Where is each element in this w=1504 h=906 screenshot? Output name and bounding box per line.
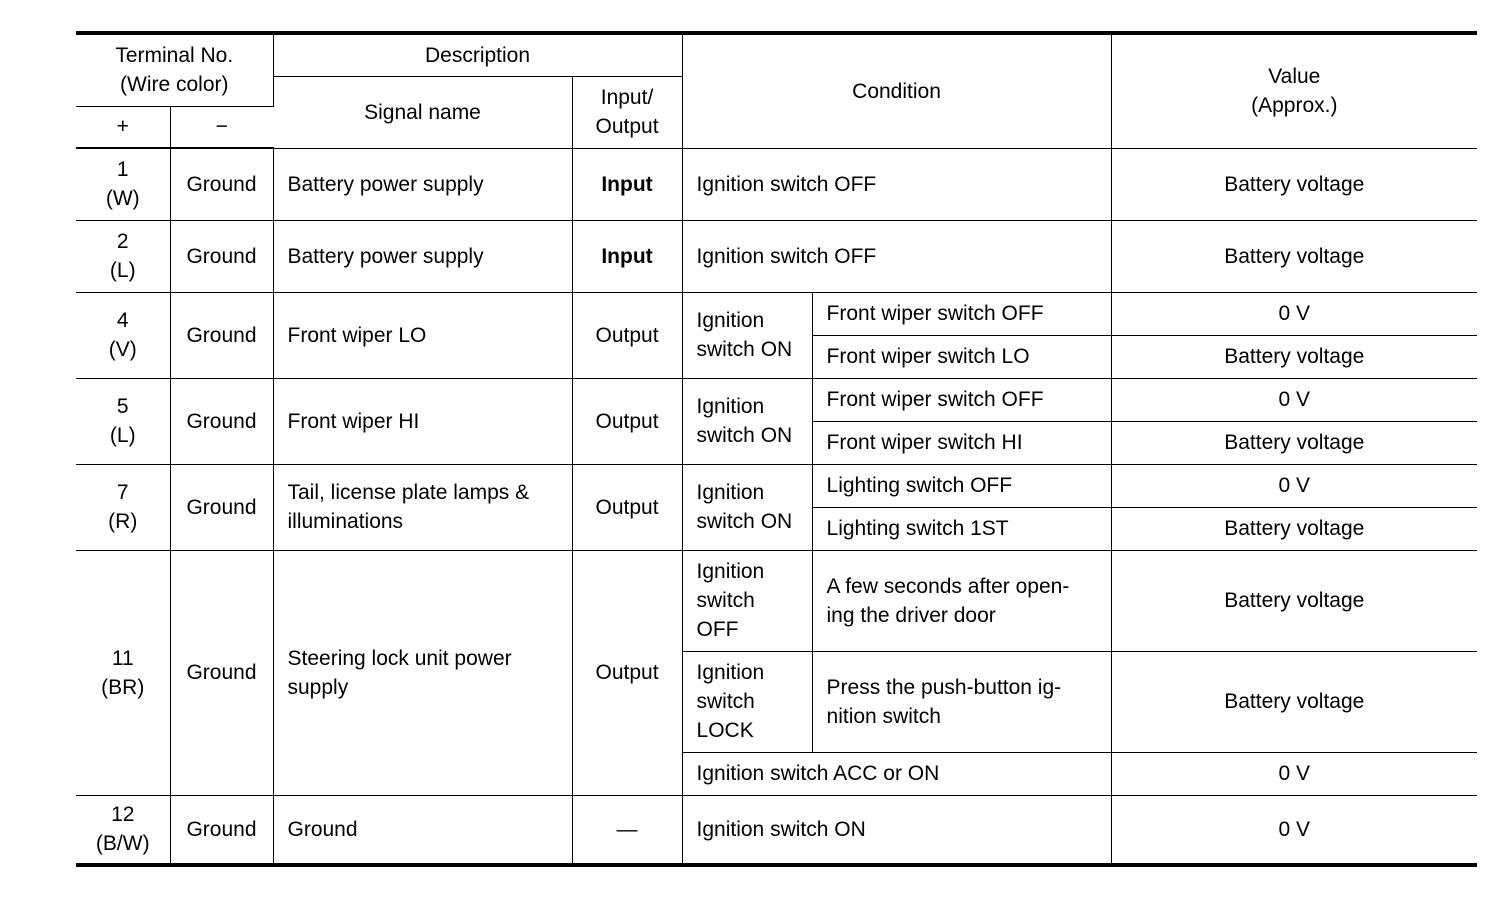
header-wire-color-label: (Wire color) (120, 73, 229, 97)
value-cell: 0 V (1111, 378, 1477, 421)
value-cell: 0 V (1111, 292, 1477, 335)
wire-color: (L) (109, 424, 136, 447)
ground-cell: Ground (170, 464, 273, 550)
value-cell: Battery voltage (1111, 220, 1477, 292)
ground-cell: Ground (170, 292, 273, 378)
value-cell: 0 V (1111, 752, 1477, 795)
wire-color: (B/W) (95, 832, 150, 856)
wire-color: (V) (108, 338, 137, 361)
ground-cell: Ground (170, 378, 273, 464)
signal-name-cell: Battery power supply (273, 148, 572, 220)
io-cell: Input (572, 220, 682, 292)
ground-cell: Ground (170, 795, 273, 865)
wire-color: (BR) (101, 675, 145, 699)
condition-cell: Ignition switch ACC or ON (682, 752, 1111, 795)
terminal-number: 4 (116, 309, 129, 332)
terminal-number: 5 (116, 395, 129, 418)
terminal-cell (76, 292, 170, 378)
value-cell: 0 V (1111, 795, 1477, 865)
condition-sub-cell: Lighting switch 1ST (812, 507, 1111, 550)
condition-sub-cell: Front wiper switch OFF (812, 378, 1111, 421)
header-signal-name: Signal name (273, 76, 572, 148)
value-cell: Battery voltage (1111, 148, 1477, 220)
header-value (1111, 33, 1477, 148)
table-row (76, 292, 1477, 335)
condition-main-cell: Ignition switch LOCK (682, 651, 812, 752)
header-io-line2: Output (595, 115, 659, 138)
ground-cell: Ground (170, 148, 273, 220)
wire-color: (R) (108, 510, 138, 533)
wire-color: (W) (105, 187, 140, 211)
ground-cell: Ground (170, 220, 273, 292)
wire-color: (L) (109, 259, 136, 282)
header-terminal-label: Terminal No. (115, 44, 234, 68)
terminal-cell (76, 795, 170, 865)
condition-sub-cell: Front wiper switch OFF (812, 292, 1111, 335)
header-io-line1: Input/ (600, 86, 654, 109)
signal-name-cell: Ground (273, 795, 572, 865)
signal-name-cell: Front wiper HI (273, 378, 572, 464)
condition-sub-cell: Front wiper switch HI (812, 421, 1111, 464)
value-cell: Battery voltage (1111, 335, 1477, 378)
value-cell: Battery voltage (1111, 507, 1477, 550)
condition-cell: Ignition switch OFF (682, 148, 1111, 220)
terminal-cell (76, 464, 170, 550)
condition-main-cell: Ignition switch OFF (682, 550, 812, 651)
header-minus: − (170, 106, 273, 148)
io-cell: Output (572, 550, 682, 795)
value-cell: Battery voltage (1111, 421, 1477, 464)
header-condition: Condition (682, 33, 1111, 148)
header-input-output (572, 76, 682, 148)
table-row (76, 378, 1477, 421)
condition-sub-cell: A few seconds after open-ing the driver door (812, 550, 1111, 651)
terminal-cell (76, 550, 170, 795)
terminal-number: 7 (116, 481, 129, 504)
ground-cell: Ground (170, 550, 273, 795)
io-cell: — (572, 795, 682, 865)
value-cell: 0 V (1111, 464, 1477, 507)
terminal-number: 11 (111, 646, 134, 670)
io-cell: Output (572, 464, 682, 550)
condition-sub-cell: Press the push-button ig-nition switch (812, 651, 1111, 752)
terminal-number: 12 (111, 803, 135, 827)
condition-sub-cell: Lighting switch OFF (812, 464, 1111, 507)
header-value-label: Value (1268, 65, 1321, 89)
signal-name-cell: Tail, license plate lamps & illuminations (273, 464, 572, 550)
header-terminal (76, 33, 273, 106)
io-cell: Output (572, 378, 682, 464)
terminal-number: 1 (116, 158, 129, 182)
table-row (76, 795, 1477, 865)
signal-name-cell: Battery power supply (273, 220, 572, 292)
condition-sub-cell: Front wiper switch LO (812, 335, 1111, 378)
condition-cell: Ignition switch OFF (682, 220, 1111, 292)
io-cell: Input (572, 148, 682, 220)
condition-main-cell: Ignition switch ON (682, 378, 812, 464)
value-cell: Battery voltage (1111, 550, 1477, 651)
terminal-spec-table (76, 31, 1477, 867)
value-cell: Battery voltage (1111, 651, 1477, 752)
header-plus: + (76, 106, 170, 148)
header-approx-label: (Approx.) (1251, 94, 1338, 118)
table-row (76, 148, 1477, 220)
table-row (76, 464, 1477, 507)
signal-name-cell: Front wiper LO (273, 292, 572, 378)
terminal-cell (76, 148, 170, 220)
condition-cell: Ignition switch ON (682, 795, 1111, 865)
terminal-number: 2 (116, 230, 129, 253)
table-row (76, 220, 1477, 292)
header-description: Description (273, 33, 682, 76)
io-cell: Output (572, 292, 682, 378)
table-row (76, 550, 1477, 651)
terminal-cell (76, 378, 170, 464)
condition-main-cell: Ignition switch ON (682, 464, 812, 550)
signal-name-cell: Steering lock unit power supply (273, 550, 572, 795)
terminal-cell (76, 220, 170, 292)
condition-main-cell: Ignition switch ON (682, 292, 812, 378)
